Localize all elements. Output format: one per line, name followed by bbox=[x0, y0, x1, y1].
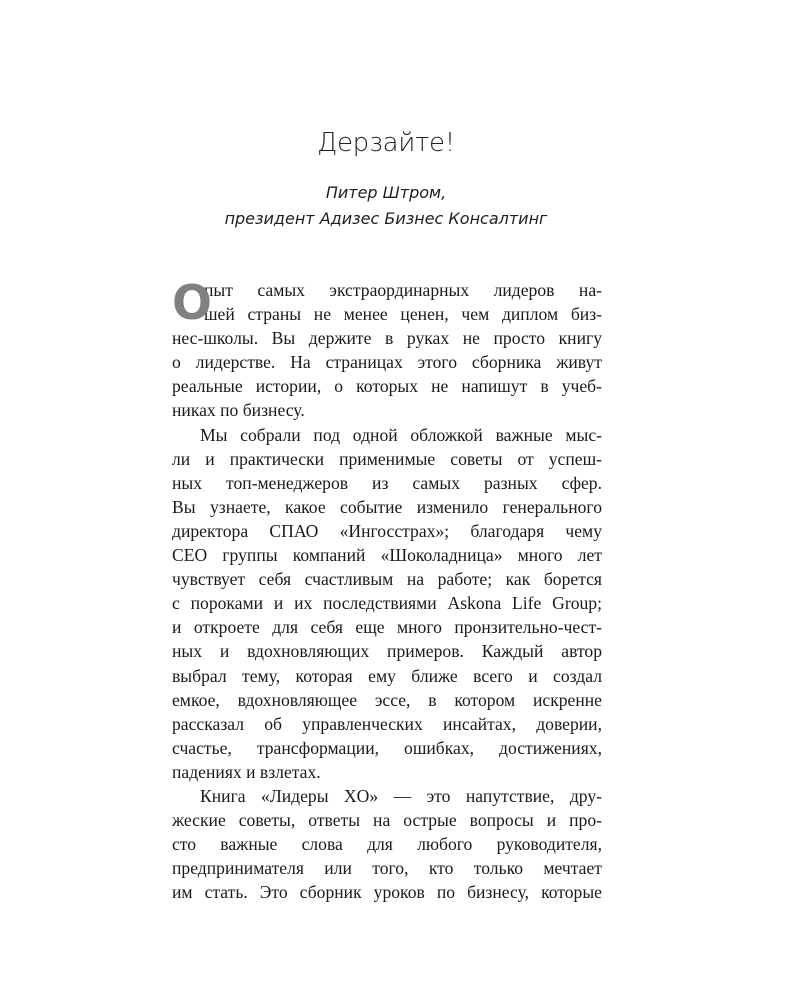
text-line: Мы собрали под одной обложкой важные мыс- bbox=[200, 424, 602, 445]
text-line: счастье, трансформации, ошибках, достижениях, bbox=[172, 737, 602, 758]
text-line: ных и вдохновляющих примеров. Каждый автор bbox=[172, 641, 602, 662]
paragraph-3 bbox=[172, 784, 602, 904]
text-line: сто важные слова для любого руководителя, bbox=[172, 834, 602, 855]
text-line: Вы узнаете, какое событие изменило генерального bbox=[172, 496, 602, 517]
text-line: падениях и взлетах. bbox=[172, 761, 321, 782]
author-position: президент Адизес Бизнес Консалтинг bbox=[224, 209, 548, 228]
text-line: рассказал об управленческих инсайтах, доверии, bbox=[172, 713, 602, 734]
text-line: CEO группы компаний «Шоколадница» много лет bbox=[172, 545, 602, 566]
drop-cap: О bbox=[172, 276, 212, 331]
text-line: им стать. Это сборник уроков по бизнесу, которые bbox=[172, 882, 602, 903]
text-line: никах по бизнесу. bbox=[172, 400, 305, 421]
text-line: чувствует себя счастливым на работе; как борется bbox=[172, 569, 602, 590]
author-block bbox=[0, 180, 772, 232]
text-line: директора СПАО «Ингосстрах»; благодаря чему bbox=[172, 520, 602, 541]
text-line: емкое, вдохновляющее эссе, в котором искренне bbox=[172, 689, 602, 710]
text-line: ли и практически применимые советы от успеш- bbox=[172, 448, 602, 469]
text-line: и откроете для себя еще много пронзительно-чест- bbox=[172, 617, 602, 638]
text-line: реальные истории, о которых не напишут в учеб- bbox=[172, 376, 602, 397]
text-line: шей страны не менее ценен, чем диплом биз- bbox=[204, 304, 602, 325]
body-text bbox=[172, 278, 602, 904]
text-line: нес-школы. Вы держите в руках не просто книгу bbox=[172, 328, 602, 349]
text-line: с пороками и их последствиями Askona Life Group; bbox=[172, 593, 602, 614]
chapter-title: Дерзайте! bbox=[317, 128, 455, 158]
text-line: выбрал тему, которая ему ближе всего и создал bbox=[172, 665, 602, 686]
text-line: ных топ-менеджеров из самых разных сфер. bbox=[172, 472, 602, 493]
author-name: Питер Штром, bbox=[325, 183, 447, 202]
paragraph-2 bbox=[172, 423, 602, 784]
text-line: Книга «Лидеры XO» — это напутствие, дру- bbox=[200, 785, 602, 806]
text-line: пыт самых экстраординарных лидеров на- bbox=[204, 280, 602, 300]
text-line: жеские советы, ответы на острые вопросы и про- bbox=[172, 810, 602, 831]
text-line: предпринимателя или того, кто только мечтает bbox=[172, 858, 602, 879]
text-line: о лидерстве. На страницах этого сборника живут bbox=[172, 352, 602, 373]
paragraph-1 bbox=[172, 278, 602, 423]
